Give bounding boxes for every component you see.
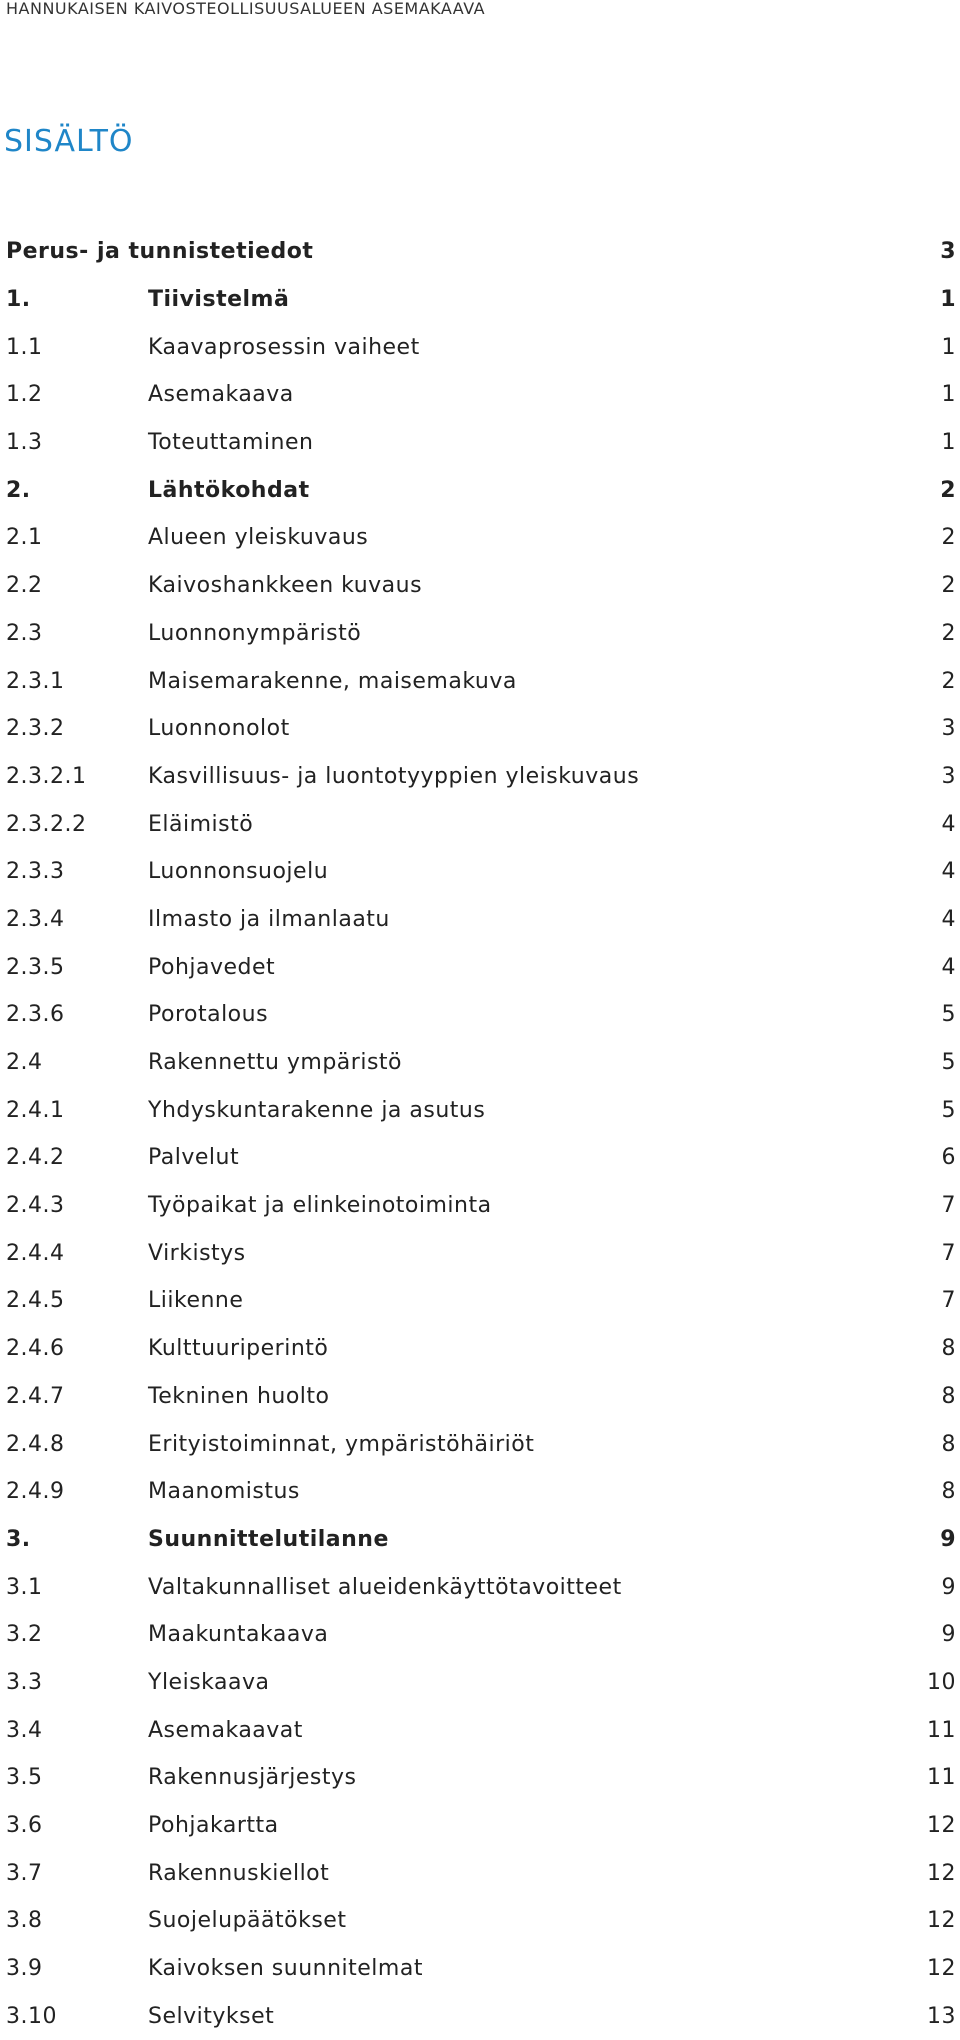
- toc-entry-page: 11: [927, 1717, 956, 1743]
- toc-entry-number: 1.2: [6, 382, 43, 408]
- toc-entry[interactable]: [6, 800, 956, 848]
- toc-entry[interactable]: [6, 991, 956, 1039]
- toc-entry-title: Toteuttaminen: [148, 430, 314, 456]
- toc-entry-page: 4: [941, 954, 956, 980]
- toc-entry-number: 3.10: [6, 2003, 57, 2029]
- toc-entry-number: 2.3.2: [6, 716, 65, 742]
- toc-entry[interactable]: [6, 896, 956, 944]
- toc-entry-title: Maisemarakenne, maisemakuva: [148, 668, 517, 694]
- running-header: HANNUKAISEN KAIVOSTEOLLISUUSALUEEN ASEMAKAAVA: [6, 0, 486, 18]
- toc-entry-page: 7: [941, 1288, 956, 1314]
- toc-entry-page: 7: [941, 1240, 956, 1266]
- toc-entry-page: 9: [940, 1526, 956, 1552]
- toc-entry[interactable]: [6, 1182, 956, 1230]
- toc-entry[interactable]: [6, 1611, 956, 1659]
- toc-entry-title: Kaavaprosessin vaiheet: [148, 334, 420, 360]
- toc-entry-page: 9: [941, 1574, 956, 1600]
- toc-entry-title: Asemakaava: [148, 382, 294, 408]
- toc-entry-number: 1.1: [6, 334, 43, 360]
- toc-entry-title: Ilmasto ja ilmanlaatu: [148, 906, 390, 932]
- toc-entry-page: 6: [941, 1145, 956, 1171]
- toc-entry-title: Eläimistö: [148, 811, 254, 837]
- toc-entry[interactable]: [6, 753, 956, 801]
- toc-heading: SISÄLTÖ: [4, 124, 134, 159]
- toc-entry-title: Suojelupäätökset: [148, 1908, 347, 1934]
- toc-entry[interactable]: [6, 610, 956, 658]
- toc-entry-number: 2.3.4: [6, 906, 65, 932]
- toc-entry-page: 4: [941, 859, 956, 885]
- toc-entry-number: 3.4: [6, 1717, 43, 1743]
- toc-entry[interactable]: [6, 323, 956, 371]
- toc-entry-number: 2.1: [6, 525, 43, 551]
- toc-entry-title: Maanomistus: [148, 1479, 300, 1505]
- toc-entry-title: Valtakunnalliset alueidenkäyttötavoitteet: [148, 1574, 622, 1600]
- toc-entry-page: 12: [927, 1860, 956, 1886]
- toc-entry-title: Kulttuuriperintö: [148, 1336, 329, 1362]
- toc-entry-page: 3: [941, 763, 956, 789]
- toc-entry-title: Rakennusjärjestys: [148, 1765, 357, 1791]
- toc-entry-title: Yleiskaava: [148, 1669, 270, 1695]
- toc-entry-number: 2.4.7: [6, 1383, 65, 1409]
- toc-entry-page: 1: [941, 382, 956, 408]
- toc-entry-title: Maakuntakaava: [148, 1622, 329, 1648]
- toc-entry-number: 2.3.2.1: [6, 763, 87, 789]
- toc-entry[interactable]: [6, 371, 956, 419]
- toc-entry[interactable]: [6, 1754, 956, 1802]
- toc-entry-title: Palvelut: [148, 1145, 240, 1171]
- toc-entry[interactable]: [6, 1897, 956, 1945]
- toc-entry-number: 2.: [6, 477, 31, 503]
- toc-entry[interactable]: [6, 1802, 956, 1850]
- toc-entry[interactable]: [6, 1659, 956, 1707]
- toc-entry-page: 13: [927, 2003, 956, 2029]
- toc-entry[interactable]: [6, 419, 956, 467]
- toc-entry[interactable]: [6, 1229, 956, 1277]
- toc-entry-number: 2.4.8: [6, 1431, 65, 1457]
- toc-entry-title: Yhdyskuntarakenne ja asutus: [148, 1097, 486, 1123]
- toc-entry-page: 5: [941, 1050, 956, 1076]
- toc-entry-number: 2.4.3: [6, 1193, 65, 1219]
- toc-entry-number: 1.3: [6, 430, 43, 456]
- toc-entry[interactable]: [6, 1992, 956, 2040]
- toc-entry-number: 2.2: [6, 573, 43, 599]
- toc-entry-page: 5: [941, 1002, 956, 1028]
- toc-entry-page: 9: [941, 1622, 956, 1648]
- toc-entry-page: 8: [941, 1479, 956, 1505]
- toc-entry[interactable]: [6, 1373, 956, 1421]
- toc-entry-number: 3.5: [6, 1765, 43, 1791]
- toc-entry-title: Suunnittelutilanne: [148, 1526, 389, 1552]
- toc-entry-page: 2: [941, 573, 956, 599]
- toc-entry-page: 4: [941, 811, 956, 837]
- toc-entry[interactable]: [6, 1325, 956, 1373]
- toc-entry-number: 2.4: [6, 1050, 43, 1076]
- toc-entry-title: Tekninen huolto: [148, 1383, 330, 1409]
- toc-entry-number: 2.3.2.2: [6, 811, 87, 837]
- toc-entry-number: 3.2: [6, 1622, 43, 1648]
- toc-entry-title: Lähtökohdat: [148, 477, 310, 503]
- toc-entry-number: 1.: [6, 287, 31, 313]
- toc-entry-page: 1: [940, 287, 956, 313]
- toc-entry[interactable]: [6, 1134, 956, 1182]
- toc-entry-page: 3: [941, 716, 956, 742]
- toc-entry-page: 8: [941, 1336, 956, 1362]
- toc-entry-title: Pohjakartta: [148, 1813, 279, 1839]
- toc-entry-title: Rakennuskiellot: [148, 1860, 330, 1886]
- toc-entry[interactable]: [6, 848, 956, 896]
- toc-entry-page: 3: [940, 239, 956, 265]
- toc-entry-page: 10: [927, 1669, 956, 1695]
- toc-entry[interactable]: [6, 1277, 956, 1325]
- toc-entry[interactable]: [6, 1468, 956, 1516]
- toc-entry-title: Kasvillisuus- ja luontotyyppien yleiskuvaus: [148, 763, 640, 789]
- toc-entry[interactable]: [6, 1420, 956, 1468]
- toc-entry-page: 7: [941, 1193, 956, 1219]
- toc-entry-number: 2.3.3: [6, 859, 65, 885]
- toc-entry-title: Virkistys: [148, 1240, 246, 1266]
- toc-entry-title: Tiivistelmä: [148, 287, 290, 313]
- toc-entry-title: Kaivoksen suunnitelmat: [148, 1956, 423, 1982]
- toc-entry[interactable]: [6, 1086, 956, 1134]
- toc-entry-number: 3.7: [6, 1860, 43, 1886]
- toc-entry[interactable]: [6, 657, 956, 705]
- toc-entry[interactable]: [6, 276, 956, 324]
- toc-entry-page: 2: [941, 620, 956, 646]
- toc-entry-number: 3.6: [6, 1813, 43, 1839]
- toc-entry-page: 11: [927, 1765, 956, 1791]
- toc-entry-page: 2: [940, 477, 956, 503]
- toc-entry-number: 3.1: [6, 1574, 43, 1600]
- toc-entry-page: 8: [941, 1383, 956, 1409]
- toc-entry-number: 3.9: [6, 1956, 43, 1982]
- toc-entry[interactable]: [6, 1039, 956, 1087]
- toc-entry-number: 2.4.2: [6, 1145, 65, 1171]
- toc-entry-title: Työpaikat ja elinkeinotoiminta: [148, 1193, 492, 1219]
- toc-entry-title: Selvitykset: [148, 2003, 275, 2029]
- toc-entry-number: 2.4.9: [6, 1479, 65, 1505]
- toc-entry[interactable]: [6, 943, 956, 991]
- toc-entry-number: 3.8: [6, 1908, 43, 1934]
- toc-entry-title: Erityistoiminnat, ympäristöhäiriöt: [148, 1431, 535, 1457]
- toc-entry-page: 1: [941, 334, 956, 360]
- toc-entry[interactable]: [6, 562, 956, 610]
- toc-entry-page: 12: [927, 1813, 956, 1839]
- toc-entry-title: Rakennettu ympäristö: [148, 1050, 402, 1076]
- toc-entry-title: Kaivoshankkeen kuvaus: [148, 573, 423, 599]
- toc-entry-title: Luonnonsuojelu: [148, 859, 329, 885]
- toc-entry-title: Asemakaavat: [148, 1717, 303, 1743]
- toc-entry-number: 2.3.6: [6, 1002, 65, 1028]
- toc-entry-page: 12: [927, 1908, 956, 1934]
- toc-entry[interactable]: [6, 1563, 956, 1611]
- toc-entry-title: Alueen yleiskuvaus: [148, 525, 369, 551]
- toc-entry[interactable]: [6, 228, 956, 276]
- toc-entry-number: 2.3.1: [6, 668, 65, 694]
- toc-entry-number: 3.3: [6, 1669, 43, 1695]
- toc-entry[interactable]: [6, 466, 956, 514]
- toc-entry-page: 12: [927, 1956, 956, 1982]
- toc-entry-page: 1: [941, 430, 956, 456]
- toc-entry-title: Pohjavedet: [148, 954, 276, 980]
- toc-entry[interactable]: [6, 1945, 956, 1993]
- toc-entry-page: 4: [941, 906, 956, 932]
- toc-entry[interactable]: [6, 1706, 956, 1754]
- toc-entry-number: 2.3.5: [6, 954, 65, 980]
- toc-entry-title: Liikenne: [148, 1288, 244, 1314]
- toc-entry-title: Luonnonympäristö: [148, 620, 362, 646]
- toc-entry-page: 8: [941, 1431, 956, 1457]
- toc-entry[interactable]: [6, 1516, 956, 1564]
- toc-entry-page: 2: [941, 525, 956, 551]
- toc-entry-number: 2.4.1: [6, 1097, 65, 1123]
- toc-entry-number: 2.4.5: [6, 1288, 65, 1314]
- toc-entry-title: Perus- ja tunnistetiedot: [6, 239, 314, 265]
- toc-entry-title: Luonnonolot: [148, 716, 290, 742]
- toc-entry-number: 3.: [6, 1526, 31, 1552]
- toc-entry-page: 5: [941, 1097, 956, 1123]
- toc-entry-page: 2: [941, 668, 956, 694]
- toc-entry-title: Porotalous: [148, 1002, 269, 1028]
- toc-entry-number: 2.4.4: [6, 1240, 65, 1266]
- toc-entry[interactable]: [6, 514, 956, 562]
- toc-entry[interactable]: [6, 705, 956, 753]
- toc-entry[interactable]: [6, 1849, 956, 1897]
- toc-entry-number: 2.4.6: [6, 1336, 65, 1362]
- table-of-contents: [6, 228, 956, 2040]
- toc-entry-number: 2.3: [6, 620, 43, 646]
